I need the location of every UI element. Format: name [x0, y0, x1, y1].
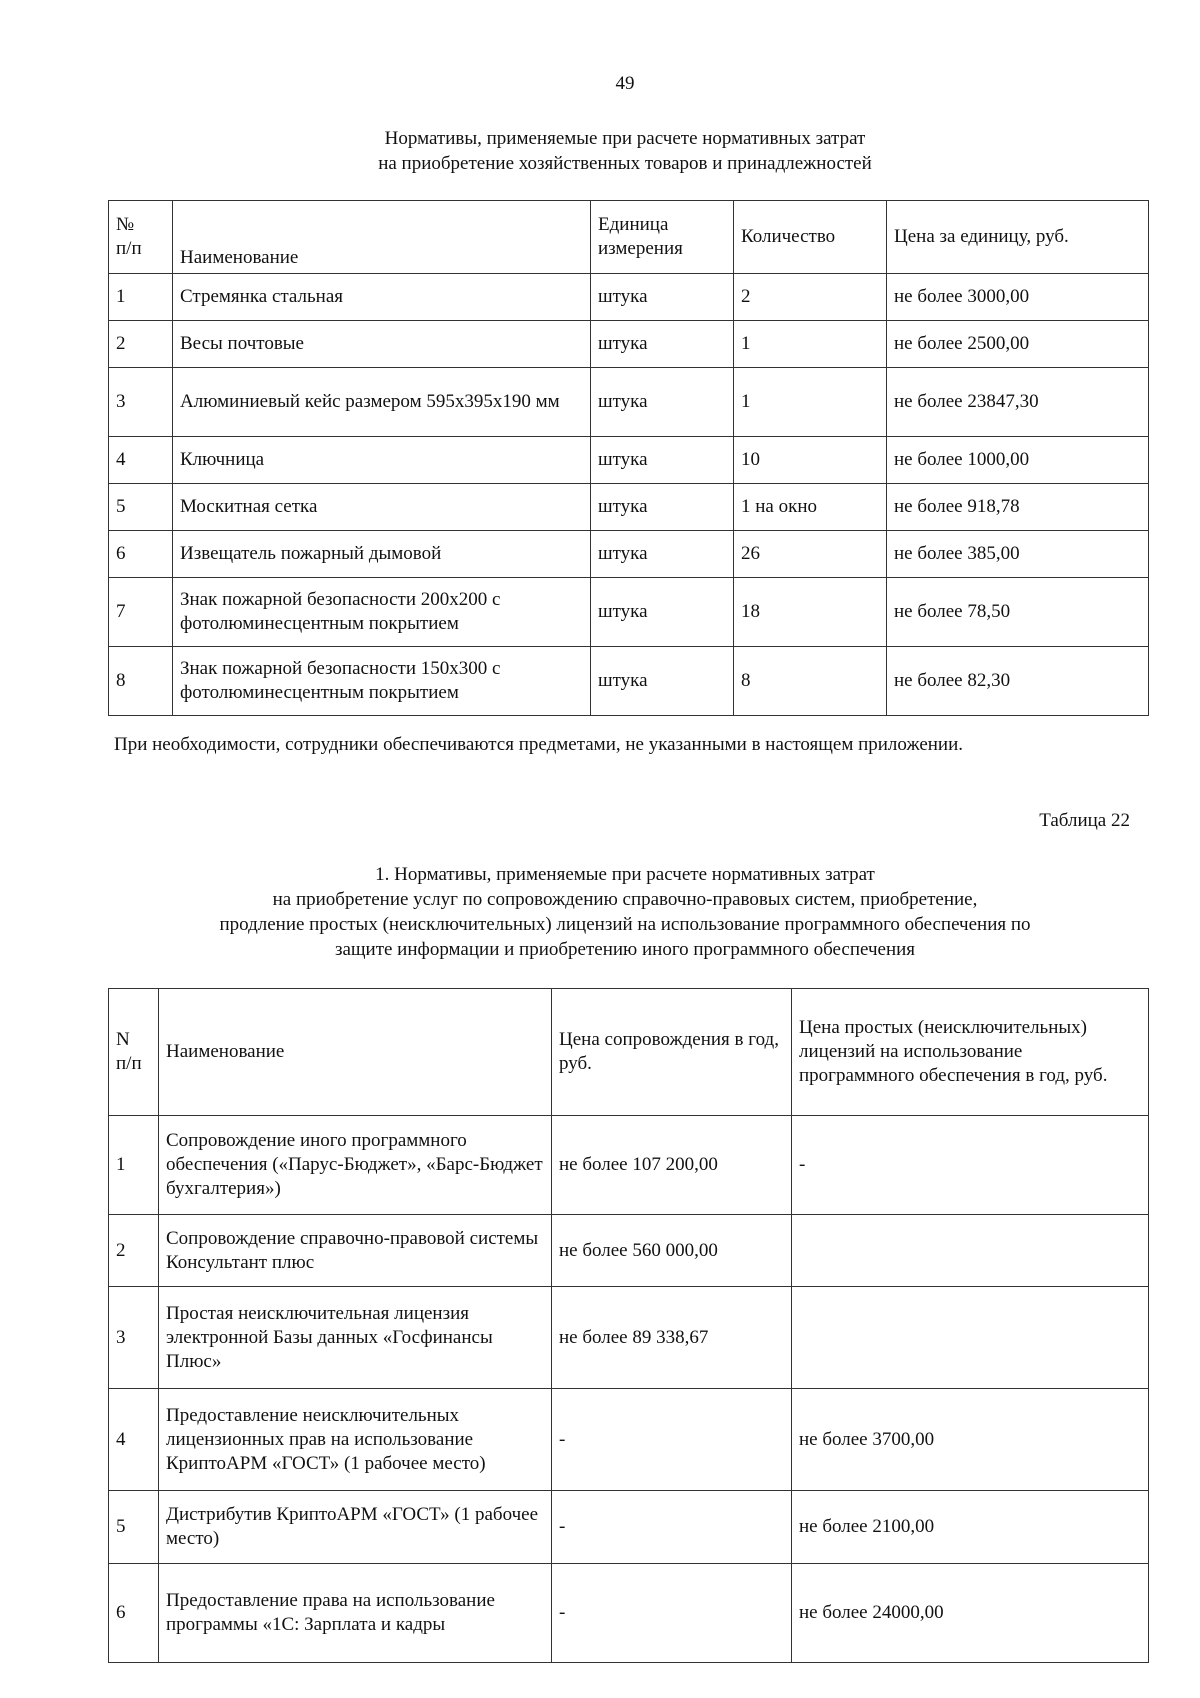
cell-price: не более 385,00 — [887, 531, 1149, 578]
cell-name: Сопровождение справочно-правовой системы Консультант плюс — [159, 1215, 552, 1287]
header-price: Цена за единицу, руб. — [887, 201, 1149, 274]
section2-title-line: защите информации и приобретению иного программного обеспечения — [334, 939, 916, 960]
header-unit: Единица измерения — [591, 201, 734, 274]
cell-price: не более 3000,00 — [887, 274, 1149, 321]
table-row — [109, 274, 1149, 321]
header-num — [109, 201, 173, 274]
section2-title-line: 1. Нормативы, применяемые при расчете нормативных затрат — [375, 864, 875, 885]
cell-name: Дистрибутив КриптоАРМ «ГОСТ» (1 рабочее место) — [159, 1491, 552, 1564]
cell-num: 4 — [109, 1389, 159, 1491]
cell-name: Предоставление права на использование программы «1С: Зарплата и кадры — [159, 1564, 552, 1663]
header-num-line1: № — [116, 214, 135, 235]
table-row — [109, 647, 1149, 716]
cell-name: Сопровождение иного программного обеспечения («Парус-Бюджет», «Барс-Бюджет бухгалтерия») — [159, 1116, 552, 1215]
cell-unit: штука — [591, 578, 734, 647]
cell-support: не более 560 000,00 — [552, 1215, 792, 1287]
cell-num: 1 — [109, 274, 173, 321]
header-license-price: Цена простых (неисключительных) лицензий на использование программного обеспечения в год, руб. — [792, 989, 1149, 1116]
cell-name: Весы почтовые — [173, 321, 591, 368]
table-header-row — [109, 989, 1149, 1116]
cell-qty: 8 — [734, 647, 887, 716]
cell-license: не более 3700,00 — [792, 1389, 1149, 1491]
table-row — [109, 484, 1149, 531]
section2-title — [0, 862, 1200, 962]
cell-support: не более 89 338,67 — [552, 1287, 792, 1389]
header-num-line2: п/п — [116, 1053, 142, 1074]
household-goods-table — [108, 200, 1149, 716]
table-row — [109, 1564, 1149, 1663]
cell-qty: 1 — [734, 368, 887, 437]
header-num-line1: N — [116, 1029, 130, 1050]
cell-num: 2 — [109, 1215, 159, 1287]
cell-num: 6 — [109, 1564, 159, 1663]
table-row — [109, 1215, 1149, 1287]
cell-num: 1 — [109, 1116, 159, 1215]
cell-unit: штука — [591, 647, 734, 716]
cell-qty: 2 — [734, 274, 887, 321]
cell-num: 3 — [109, 1287, 159, 1389]
cell-name: Знак пожарной безопасности 150х300 с фотолюминесцентным покрытием — [173, 647, 591, 716]
cell-qty: 1 — [734, 321, 887, 368]
cell-qty: 1 на окно — [734, 484, 887, 531]
section1-title — [0, 126, 1200, 176]
cell-name: Москитная сетка — [173, 484, 591, 531]
cell-license — [792, 1287, 1149, 1389]
page-number: 49 — [615, 73, 635, 94]
cell-unit: штука — [591, 321, 734, 368]
cell-support: - — [552, 1564, 792, 1663]
table-row — [109, 531, 1149, 578]
table-header-row — [109, 201, 1149, 274]
table-row — [109, 1491, 1149, 1564]
software-licenses-table — [108, 988, 1149, 1663]
section2-title-line: на приобретение услуг по сопровождению справочно-правовых систем, приобретение, — [272, 889, 978, 910]
cell-qty: 18 — [734, 578, 887, 647]
cell-unit: штука — [591, 274, 734, 321]
table-row — [109, 1389, 1149, 1491]
cell-name: Простая неисключительная лицензия электронной Базы данных «Госфинансы Плюс» — [159, 1287, 552, 1389]
cell-num: 7 — [109, 578, 173, 647]
header-num-line2: п/п — [116, 238, 142, 259]
cell-license — [792, 1215, 1149, 1287]
cell-price: не более 82,30 — [887, 647, 1149, 716]
table-row — [109, 1116, 1149, 1215]
table-row — [109, 1287, 1149, 1389]
table-label: Таблица 22 — [1039, 810, 1130, 831]
cell-num: 6 — [109, 531, 173, 578]
cell-unit: штука — [591, 484, 734, 531]
cell-license: не более 24000,00 — [792, 1564, 1149, 1663]
section1-title-line: Нормативы, применяемые при расчете нормативных затрат — [384, 128, 866, 149]
cell-price: не более 78,50 — [887, 578, 1149, 647]
cell-unit: штука — [591, 531, 734, 578]
cell-name: Алюминиевый кейс размером 595х395х190 мм — [173, 368, 591, 437]
cell-num: 3 — [109, 368, 173, 437]
header-num — [109, 989, 159, 1116]
header-name: Наименование — [159, 989, 552, 1116]
cell-num: 5 — [109, 1491, 159, 1564]
cell-price: не более 918,78 — [887, 484, 1149, 531]
cell-num: 8 — [109, 647, 173, 716]
table-row — [109, 368, 1149, 437]
cell-num: 5 — [109, 484, 173, 531]
cell-name: Извещатель пожарный дымовой — [173, 531, 591, 578]
table-row — [109, 321, 1149, 368]
cell-qty: 26 — [734, 531, 887, 578]
cell-price: не более 23847,30 — [887, 368, 1149, 437]
table-row — [109, 578, 1149, 647]
cell-unit: штука — [591, 437, 734, 484]
cell-price: не более 1000,00 — [887, 437, 1149, 484]
header-name: Наименование — [173, 201, 591, 274]
cell-qty: 10 — [734, 437, 887, 484]
cell-license: - — [792, 1116, 1149, 1215]
cell-num: 2 — [109, 321, 173, 368]
cell-name: Ключница — [173, 437, 591, 484]
cell-price: не более 2500,00 — [887, 321, 1149, 368]
header-qty: Количество — [734, 201, 887, 274]
footnote: При необходимости, сотрудники обеспечиваются предметами, не указанными в настоящем приложении. — [114, 734, 964, 755]
cell-num: 4 — [109, 437, 173, 484]
section1-title-line: на приобретение хозяйственных товаров и принадлежностей — [378, 153, 872, 174]
header-support-price: Цена сопровождения в год, руб. — [552, 989, 792, 1116]
cell-name: Стремянка стальная — [173, 274, 591, 321]
cell-name: Знак пожарной безопасности 200х200 с фотолюминесцентным покрытием — [173, 578, 591, 647]
table-row — [109, 437, 1149, 484]
cell-name: Предоставление неисключительных лицензионных прав на использование КриптоАРМ «ГОСТ» (1 рабочее место) — [159, 1389, 552, 1491]
cell-unit: штука — [591, 368, 734, 437]
cell-support: - — [552, 1389, 792, 1491]
section2-title-line: продление простых (неисключительных) лицензий на использование программного обеспечения по — [219, 914, 1031, 935]
cell-support: - — [552, 1491, 792, 1564]
cell-support: не более 107 200,00 — [552, 1116, 792, 1215]
cell-license: не более 2100,00 — [792, 1491, 1149, 1564]
